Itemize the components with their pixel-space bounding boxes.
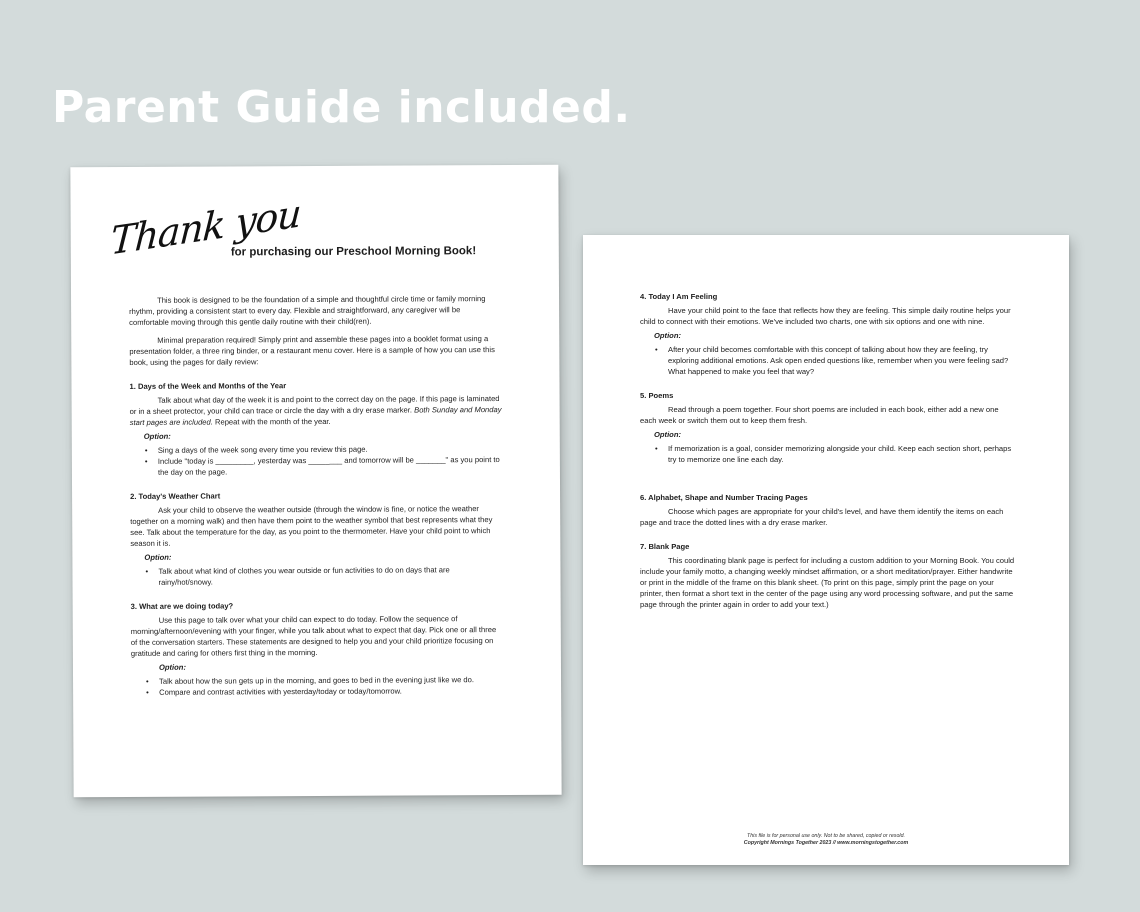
section-4-text: Have your child point to the face that reflects how they are feeling. This simple daily routine helps your child to connect with their emotions. We've included two charts, one with six options and one with nine.	[640, 306, 1011, 326]
intro-paragraph-2: Minimal preparation required! Simply print and assemble these pages into a booklet format using a presentation folder, a three ring binder, or a restaurant menu cover. Here is a sample of how you can use this book, using the pages for daily review:	[129, 334, 495, 367]
list-item: • Compare and contrast activities with yesterday/today or today/tomorrow.	[159, 685, 503, 698]
parent-guide-page-2	[583, 235, 1069, 865]
intro-paragraph-1: This book is designed to be the foundation of a simple and thoughtful circle time or family morning rhythm, providing a consistent start to every day. Flexible and straightforward, any caregiver will be comfortable moving through this gentle daily routine with their child(ren).	[129, 294, 486, 327]
section-5-bullets	[640, 443, 1016, 465]
section-5-title: 5. Poems	[640, 391, 674, 400]
list-item: • After your child becomes comfortable with this concept of talking about how they are feeling, try exploring additional emotions. Ask open ended questions like, remember when you were feeling sad? What happened to make you feel that way?	[668, 344, 1016, 377]
page-2-body	[640, 291, 1016, 617]
thank-you-heading	[109, 190, 531, 289]
section-3-option-label: Option:	[158, 662, 186, 672]
section-3-text: Use this page to talk over what your child can expect to do today. Follow the sequence of morning/afternoon/evening with your finger, while you talk about what to expect that day. Pick one or all three of the conversation starters. These statements are designed to help you and your child prioritize focusing on gratitude and caring for others first thing in the morning.	[130, 614, 497, 658]
page-1-body	[129, 293, 503, 698]
section-6-text: Choose which pages are appropriate for your child's level, and have them identify the items on each page and trace the dotted lines with a dry erase marker.	[640, 507, 1004, 527]
section-2-title: 2. Today's Weather Chart	[130, 491, 221, 501]
section-4-option-label: Option:	[654, 331, 681, 340]
section-5-text: Read through a poem together. Four short poems are included in each book, either add a new one each week or switch them out to keep them fresh.	[640, 405, 999, 425]
section-2-text: Ask your child to observe the weather outside (through the window is fine, or notice the weather together on a morning walk) and then have them point to the weather symbol that best represents what they see. Talk about the temperature for the day, as you point to the thermometer. Have your child point to which season it is.	[130, 504, 493, 548]
section-3-title: 3. What are we doing today?	[130, 601, 234, 611]
section-1-option-label: Option:	[143, 431, 171, 441]
section-4-title: 4. Today I Am Feeling	[640, 292, 718, 301]
headline: Parent Guide included.	[52, 82, 631, 133]
section-2-bullets	[130, 564, 502, 588]
section-7-title: 7. Blank Page	[640, 542, 690, 551]
section-1-text-a: Talk about what day of the week it is and point to the correct day on the page. If this page is laminated or in a sheet protector, your child can trace or circle the day with a dry erase marker.	[129, 394, 500, 416]
section-1-title: 1. Days of the Week and Months of the Year	[129, 381, 287, 391]
thank-you-title-rest: for purchasing our Preschool Morning Book!	[230, 245, 477, 259]
footer-notice: This file is for personal use only. Not to be shared, copied or resold.	[746, 833, 905, 839]
list-item: • Sing a days of the week song every time you review this page.	[158, 443, 502, 456]
section-4-bullets	[640, 344, 1016, 377]
section-3-bullets	[131, 674, 503, 698]
footer-copyright: Copyright Mornings Together 2023 // www.morningstogether.com	[743, 840, 909, 846]
section-1-text-italic: Both Sunday and Monday start pages are included.	[129, 405, 502, 427]
section-7-text: This coordinating blank page is perfect for including a custom addition to your Morning Book. You could include your family motto, a changing weekly mindset affirmation, or a short meditation/prayer. Either handwrite or print in the middle of the frame on this blank sheet. (To print on this page, simply print the page on your printer, then format a short text in the center of the page using any word processing software, and put the same page through the printer again in order to add your text.)	[640, 556, 1015, 609]
list-item: • Include "today is _________, yesterday was ________ and tomorrow will be _______" as you point to the day on the page.	[158, 454, 502, 478]
spacer	[640, 465, 1016, 479]
list-item: • Talk about how the sun gets up in the morning, and goes to bed in the evening just like we do.	[159, 674, 503, 687]
section-2-option-label: Option:	[144, 552, 172, 562]
section-6-title: 6. Alphabet, Shape and Number Tracing Pages	[640, 493, 808, 502]
section-1-text-b: Repeat with the month of the year.	[212, 416, 331, 427]
parent-guide-page-1	[70, 165, 561, 798]
section-5-option-label: Option:	[654, 430, 681, 439]
list-item: • If memorization is a goal, consider memorizing alongside your child. Keep each section short, perhaps try to memorize one line each day.	[668, 443, 1016, 465]
thank-you-script: Thank you	[109, 190, 303, 264]
list-item: • Talk about what kind of clothes you wear outside or fun activities to do on days that are rainy/hot/snowy.	[158, 564, 502, 588]
page-footer	[583, 833, 1069, 847]
section-1-bullets	[130, 443, 502, 478]
section-1-text	[130, 393, 502, 428]
